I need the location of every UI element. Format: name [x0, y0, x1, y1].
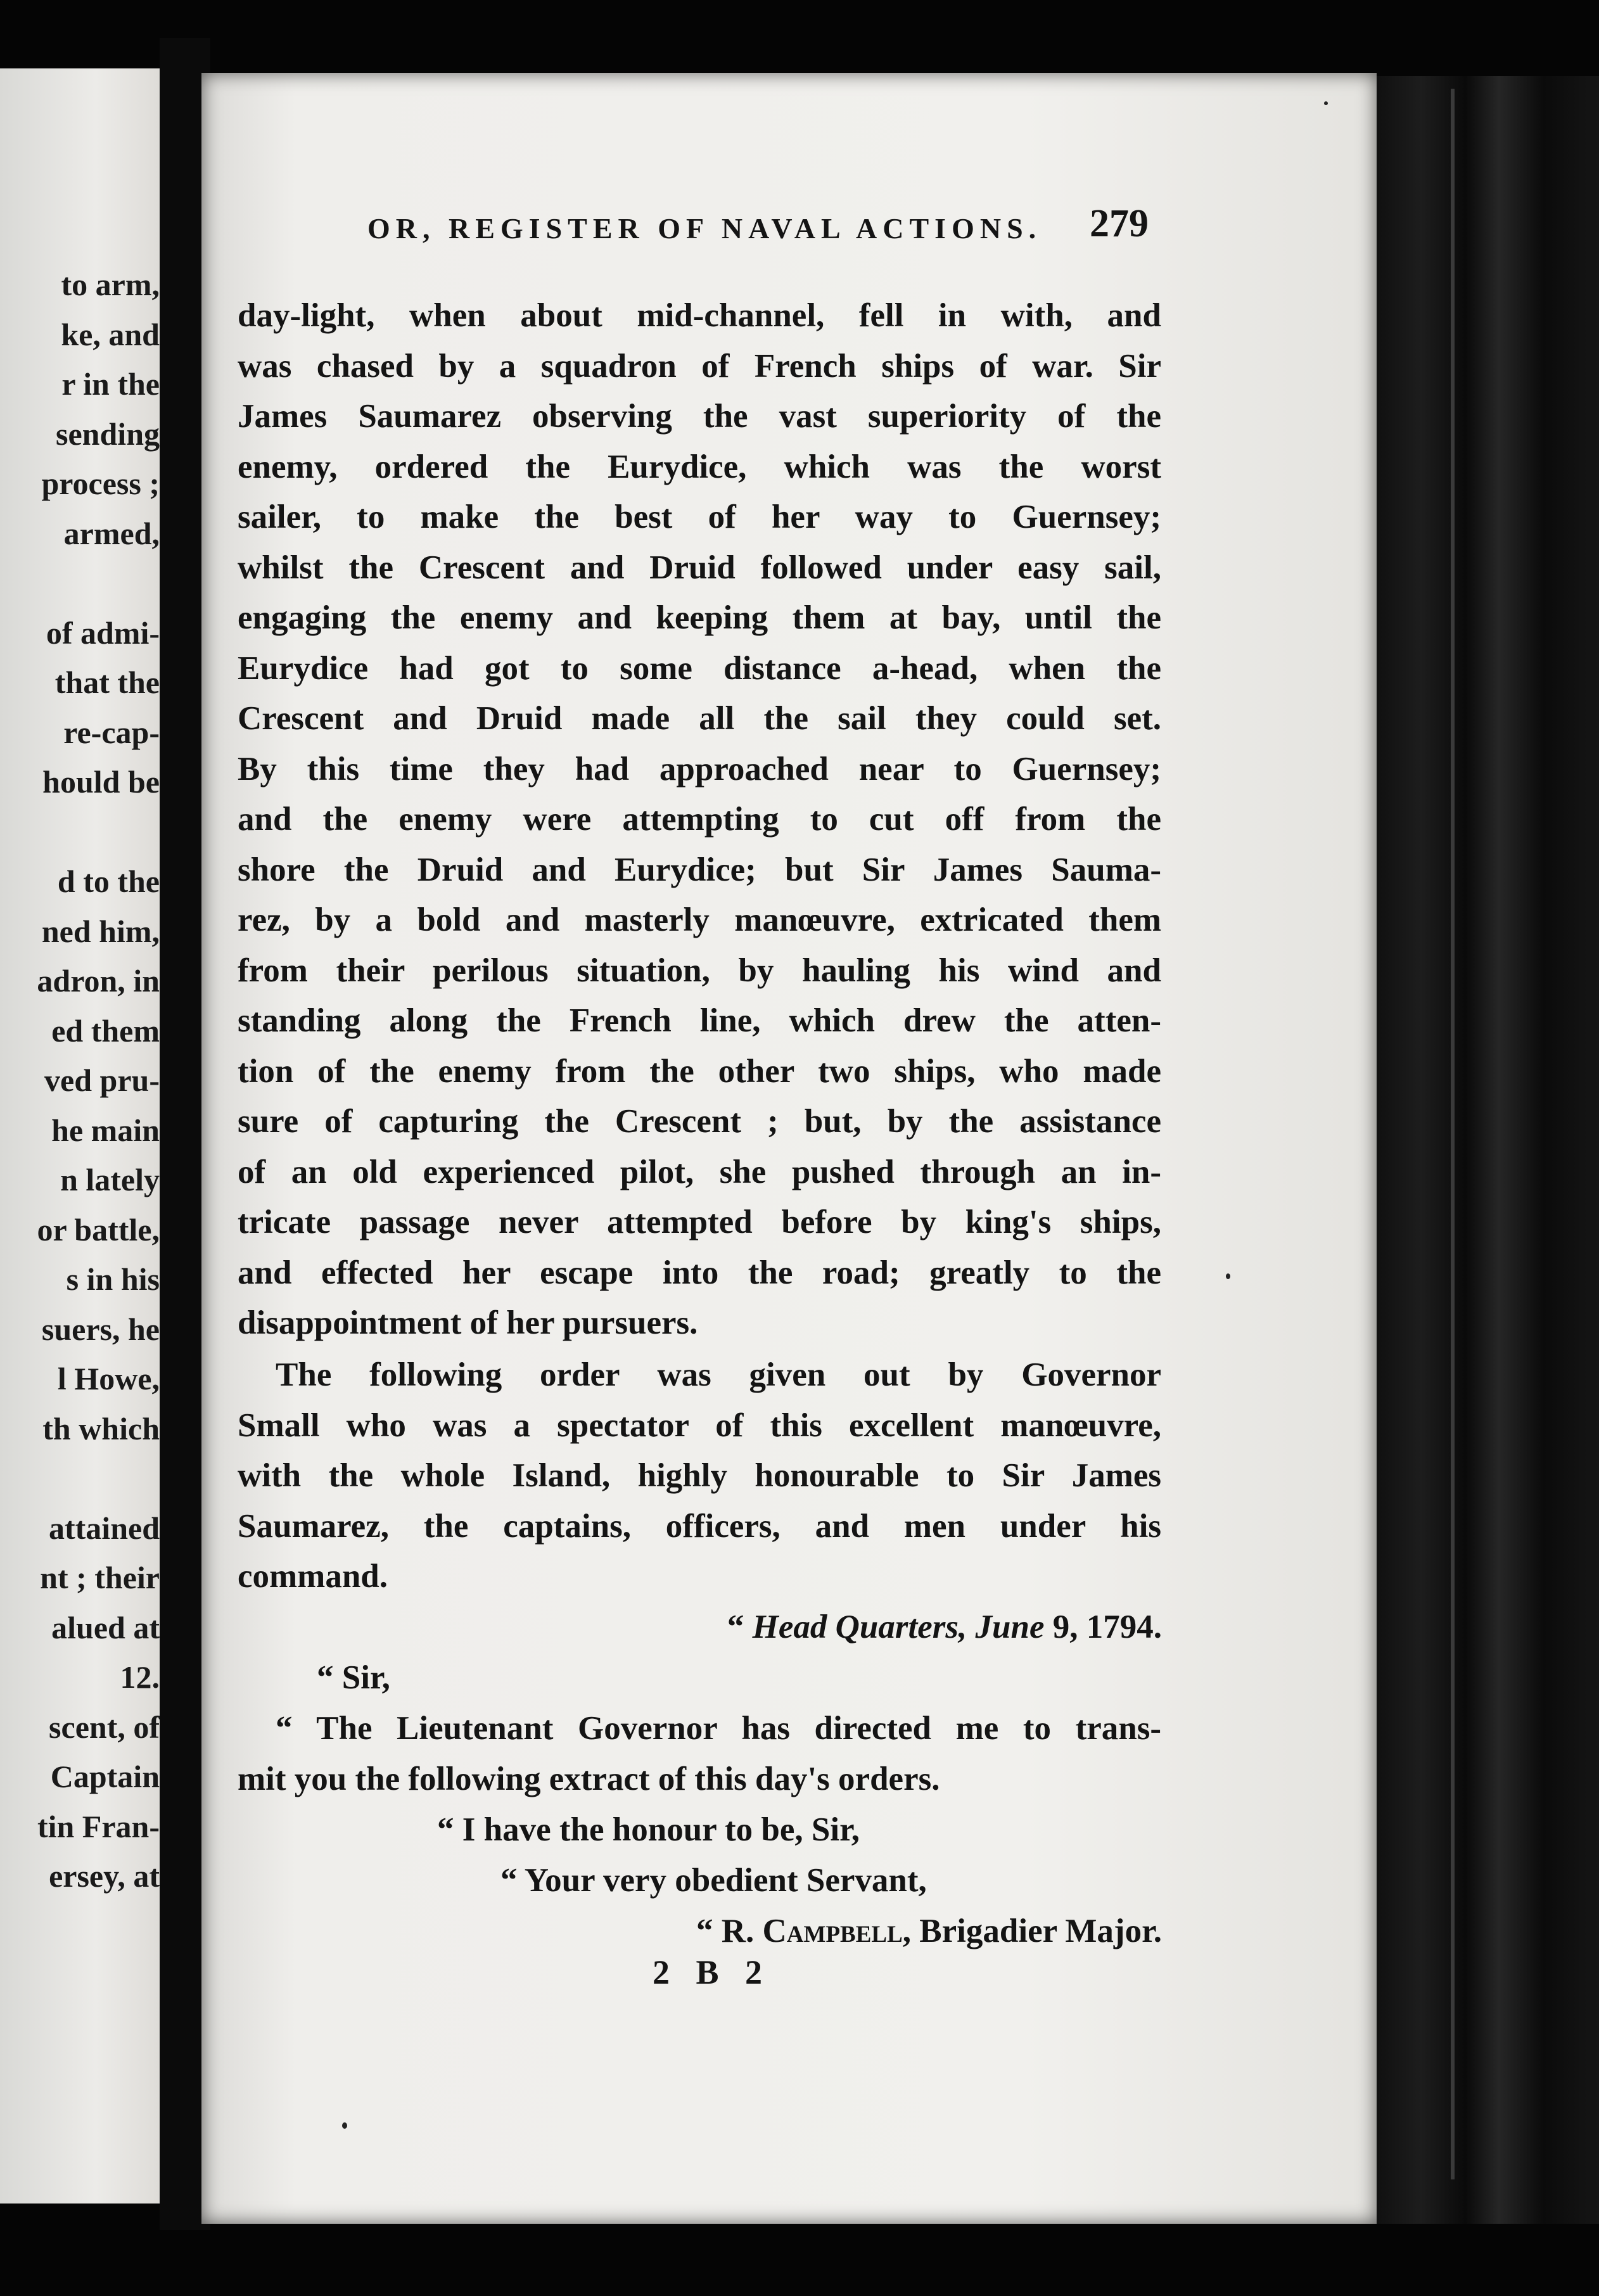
book-edge-line: [1451, 89, 1455, 2179]
signature-name: Campbell: [762, 1913, 903, 1949]
left-page-line: l Howe,: [57, 1361, 160, 1396]
left-page-line: s in his: [66, 1261, 160, 1297]
left-page-line: d to the: [57, 864, 160, 899]
left-page-line: attained: [49, 1510, 160, 1546]
closing-line-2: “ Your very obedient Servant,: [500, 1862, 927, 1899]
left-page-line: ersey, at: [49, 1858, 160, 1894]
dateline-place: Head Quarters, June: [752, 1609, 1045, 1645]
body-line: tricate passage never attempted before by king's ships,: [238, 1204, 1161, 1240]
body-line: engaging the enemy and keeping them at bay, until the: [238, 599, 1161, 636]
paper-speck: [342, 2122, 347, 2129]
closing-line-1: “ I have the honour to be, Sir,: [437, 1811, 860, 1848]
left-page-line: r in the: [61, 366, 160, 402]
body-line: By this time they had approached near to Guernsey;: [238, 750, 1161, 788]
left-page-line: armed,: [63, 515, 160, 551]
left-page-line: or battle,: [37, 1211, 160, 1247]
left-page-line: he main: [51, 1112, 160, 1148]
body-line: sailer, to make the best of her way to Guernsey;: [238, 499, 1161, 535]
left-facing-page: [0, 68, 160, 2204]
left-page-line: 12.: [120, 1659, 160, 1695]
body-line: Eurydice had got to some distance a-head, when the: [238, 649, 1161, 687]
left-page-line: process ;: [41, 466, 160, 501]
left-page-line: re-cap-: [63, 714, 160, 750]
left-page-line: to arm,: [61, 267, 160, 302]
dateline-prefix: “: [727, 1609, 753, 1645]
salutation: “ Sir,: [317, 1659, 390, 1696]
paper-speck: [1226, 1273, 1230, 1279]
letter-line-1: “ The Lieutenant Governor has directed me to trans-: [276, 1710, 1161, 1747]
dateline: [727, 1602, 1162, 1652]
left-page-line: ed them: [51, 1012, 160, 1049]
dateline-date: 9, 1794.: [1044, 1609, 1162, 1645]
page-number: 279: [1090, 202, 1149, 245]
left-page-line: adron, in: [37, 963, 160, 998]
body-line: standing along the French line, which drew the atten-: [238, 1002, 1161, 1039]
body-line: The following order was given out by Governor: [276, 1356, 1161, 1393]
left-page-line: tin Fran-: [37, 1808, 160, 1844]
body-line: whilst the Crescent and Druid followed under easy sail,: [238, 549, 1161, 586]
body-line: and the enemy were attempting to cut off from the: [238, 801, 1161, 838]
left-page-line: n lately: [60, 1162, 160, 1197]
body-line: Small who was a spectator of this excellent manœuvre,: [238, 1406, 1161, 1444]
body-line: with the whole Island, highly honourable to Sir James: [238, 1457, 1161, 1494]
body-line: shore the Druid and Eurydice; but Sir James Sauma-: [238, 851, 1161, 888]
signature-prefix: “ R.: [696, 1913, 763, 1949]
left-page-line: ved pru-: [44, 1062, 160, 1098]
left-page-line: alued at: [51, 1609, 160, 1645]
left-page-line: th which: [42, 1410, 160, 1446]
body-line: enemy, ordered the Eurydice, which was the worst: [238, 448, 1161, 485]
body-line: of an old experienced pilot, she pushed through an in-: [238, 1153, 1161, 1190]
left-page-line: suers, he: [41, 1311, 160, 1347]
body-line: Saumarez, the captains, officers, and men under his: [238, 1507, 1161, 1545]
body-line: day-light, when about mid-channel, fell in with, and: [238, 297, 1161, 334]
body-line: rez, by a bold and masterly manœuvre, extricated them: [238, 902, 1161, 938]
body-line: disappointment of her pursuers.: [238, 1304, 698, 1341]
left-page-line: scent, of: [49, 1709, 160, 1745]
left-page-line: Captain: [50, 1759, 160, 1794]
body-line: from their perilous situation, by hauling his wind and: [238, 952, 1161, 989]
left-page-line: hould be: [42, 764, 160, 800]
left-page-line: of admi-: [46, 615, 160, 651]
body-line: James Saumarez observing the vast superiority of the: [238, 398, 1161, 435]
letter-line-2: mit you the following extract of this day's orders.: [238, 1761, 940, 1797]
left-page-line: ke, and: [61, 316, 160, 352]
left-page-line: that the: [54, 665, 160, 700]
left-page-line: nt ; their: [40, 1560, 160, 1595]
printer-signature-mark: 2 B 2: [653, 1953, 772, 1991]
signature-title: , Brigadier Major.: [902, 1913, 1162, 1949]
body-line: Crescent and Druid made all the sail they could set.: [238, 700, 1161, 737]
body-line: was chased by a squadron of French ships of war. Sir: [238, 347, 1161, 385]
left-page-line: sending: [56, 416, 160, 452]
signature: [696, 1906, 1162, 1956]
body-line: command.: [238, 1558, 388, 1595]
body-line: sure of capturing the Crescent ; but, by the assistance: [238, 1103, 1161, 1140]
body-line: and effected her escape into the road; greatly to the: [238, 1254, 1161, 1291]
running-head: OR, REGISTER OF NAVAL ACTIONS.: [367, 212, 1042, 245]
body-line: tion of the enemy from the other two ships, who made: [238, 1052, 1161, 1090]
paper-speck: [1324, 101, 1328, 105]
left-page-line: ned him,: [41, 913, 160, 949]
